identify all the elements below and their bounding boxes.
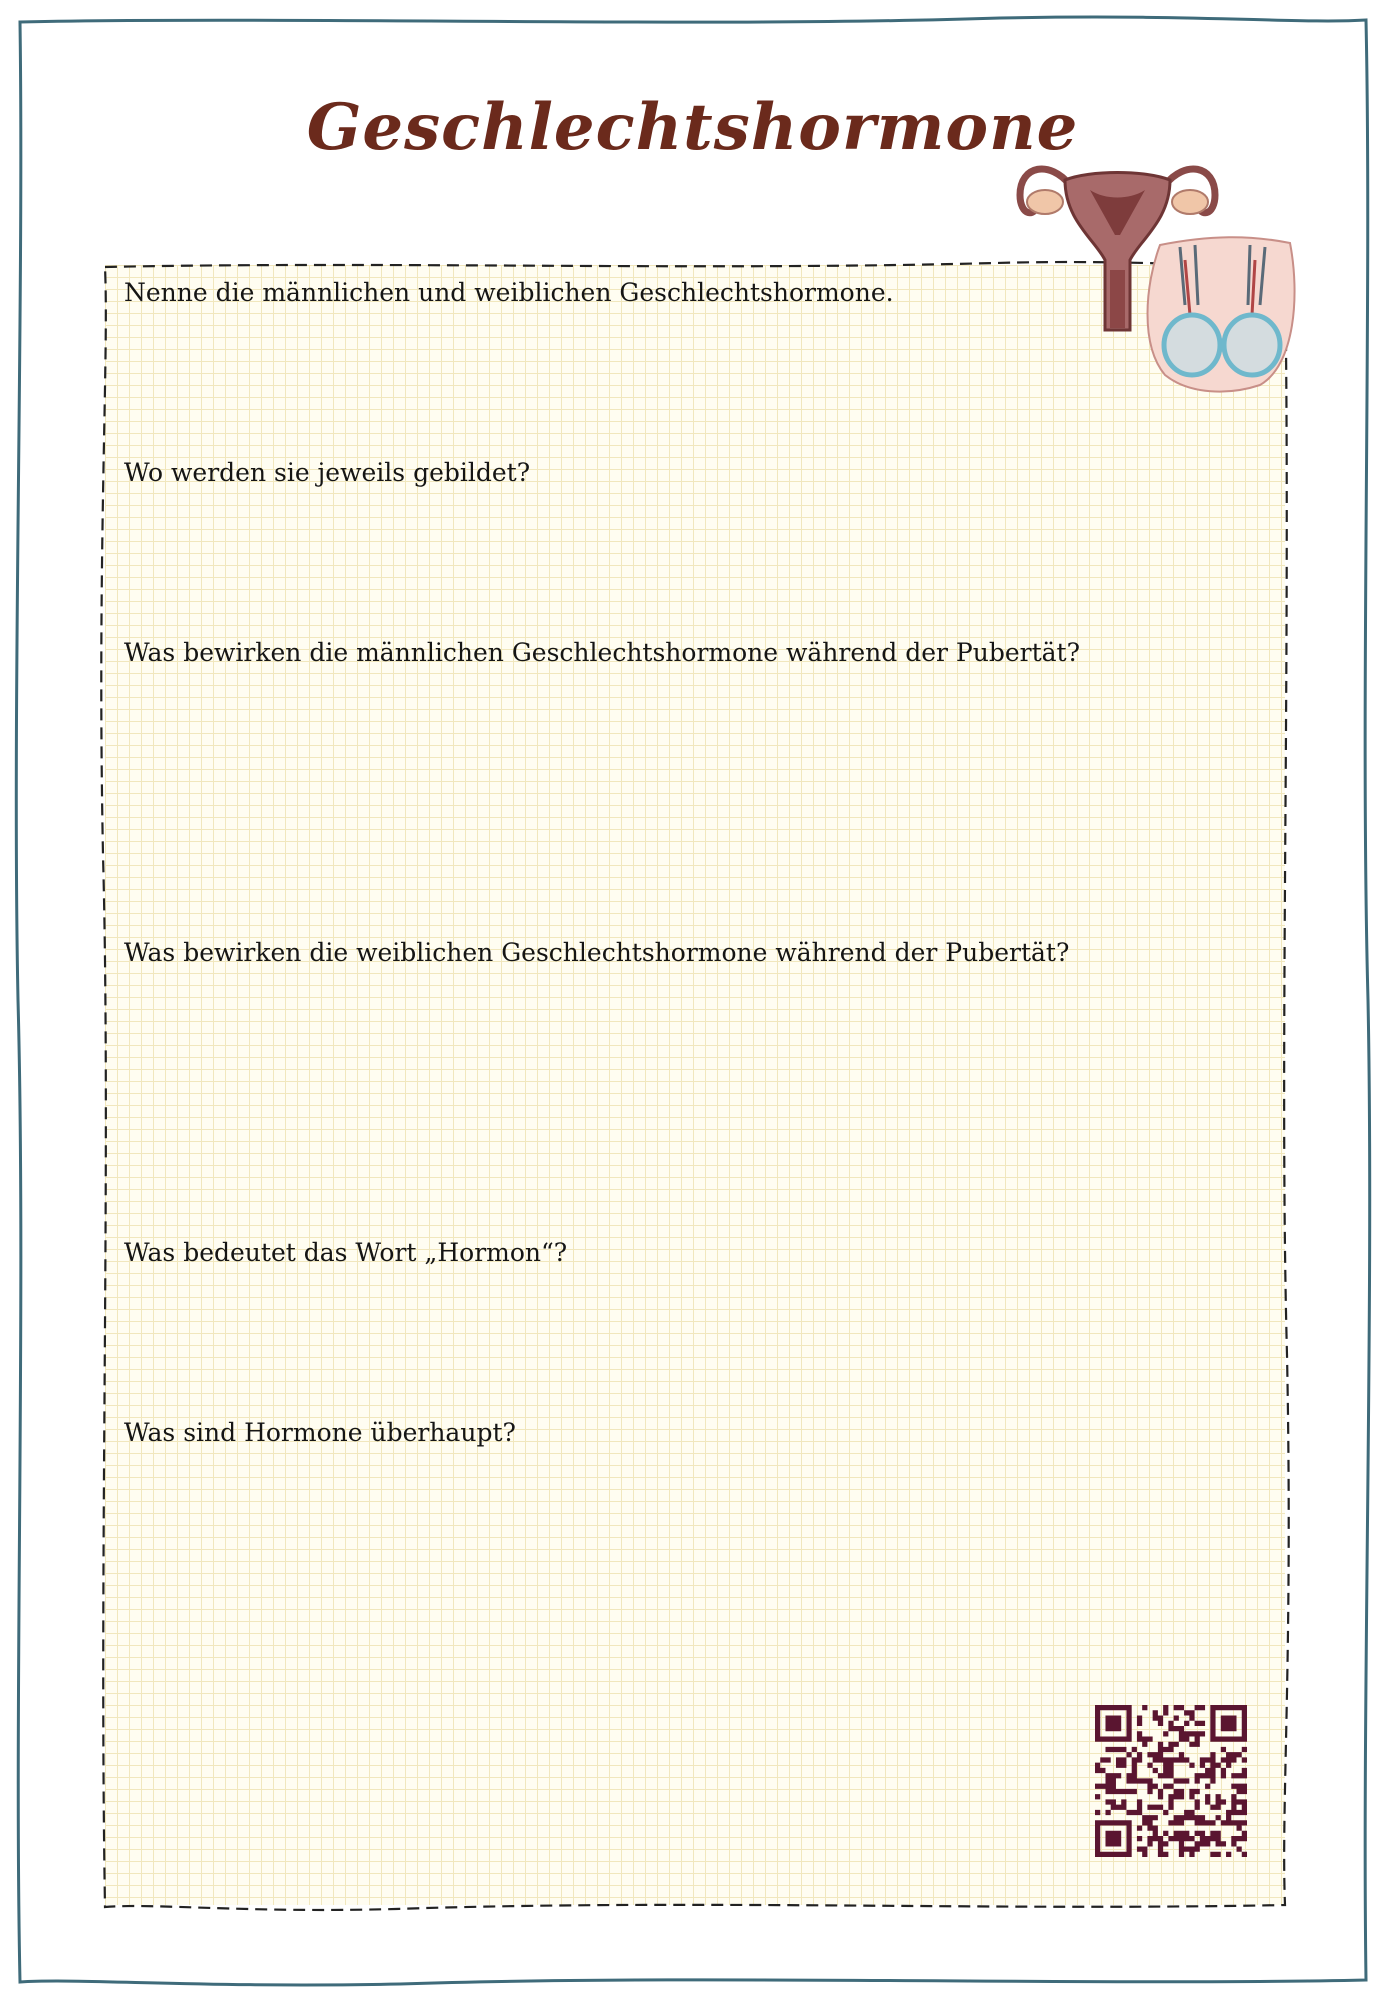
grid-answer-area xyxy=(105,265,1285,1905)
question-3: Was bewirken die männlichen Geschlechtshormone während der Pubertät? xyxy=(124,638,1080,667)
question-2: Wo werden sie jeweils gebildet? xyxy=(124,458,531,487)
question-4: Was bewirken die weiblichen Geschlechtshormone während der Pubertät? xyxy=(124,938,1070,967)
question-6: Was sind Hormone überhaupt? xyxy=(124,1418,516,1447)
question-5: Was bedeutet das Wort „Hormon“? xyxy=(124,1238,568,1267)
testes-illustration xyxy=(1140,235,1300,395)
worksheet-title: Geschlechtshormone xyxy=(306,90,1079,165)
question-1: Nenne die männlichen und weiblichen Geschlechtshormone. xyxy=(124,278,894,307)
qr-code xyxy=(1095,1705,1247,1857)
